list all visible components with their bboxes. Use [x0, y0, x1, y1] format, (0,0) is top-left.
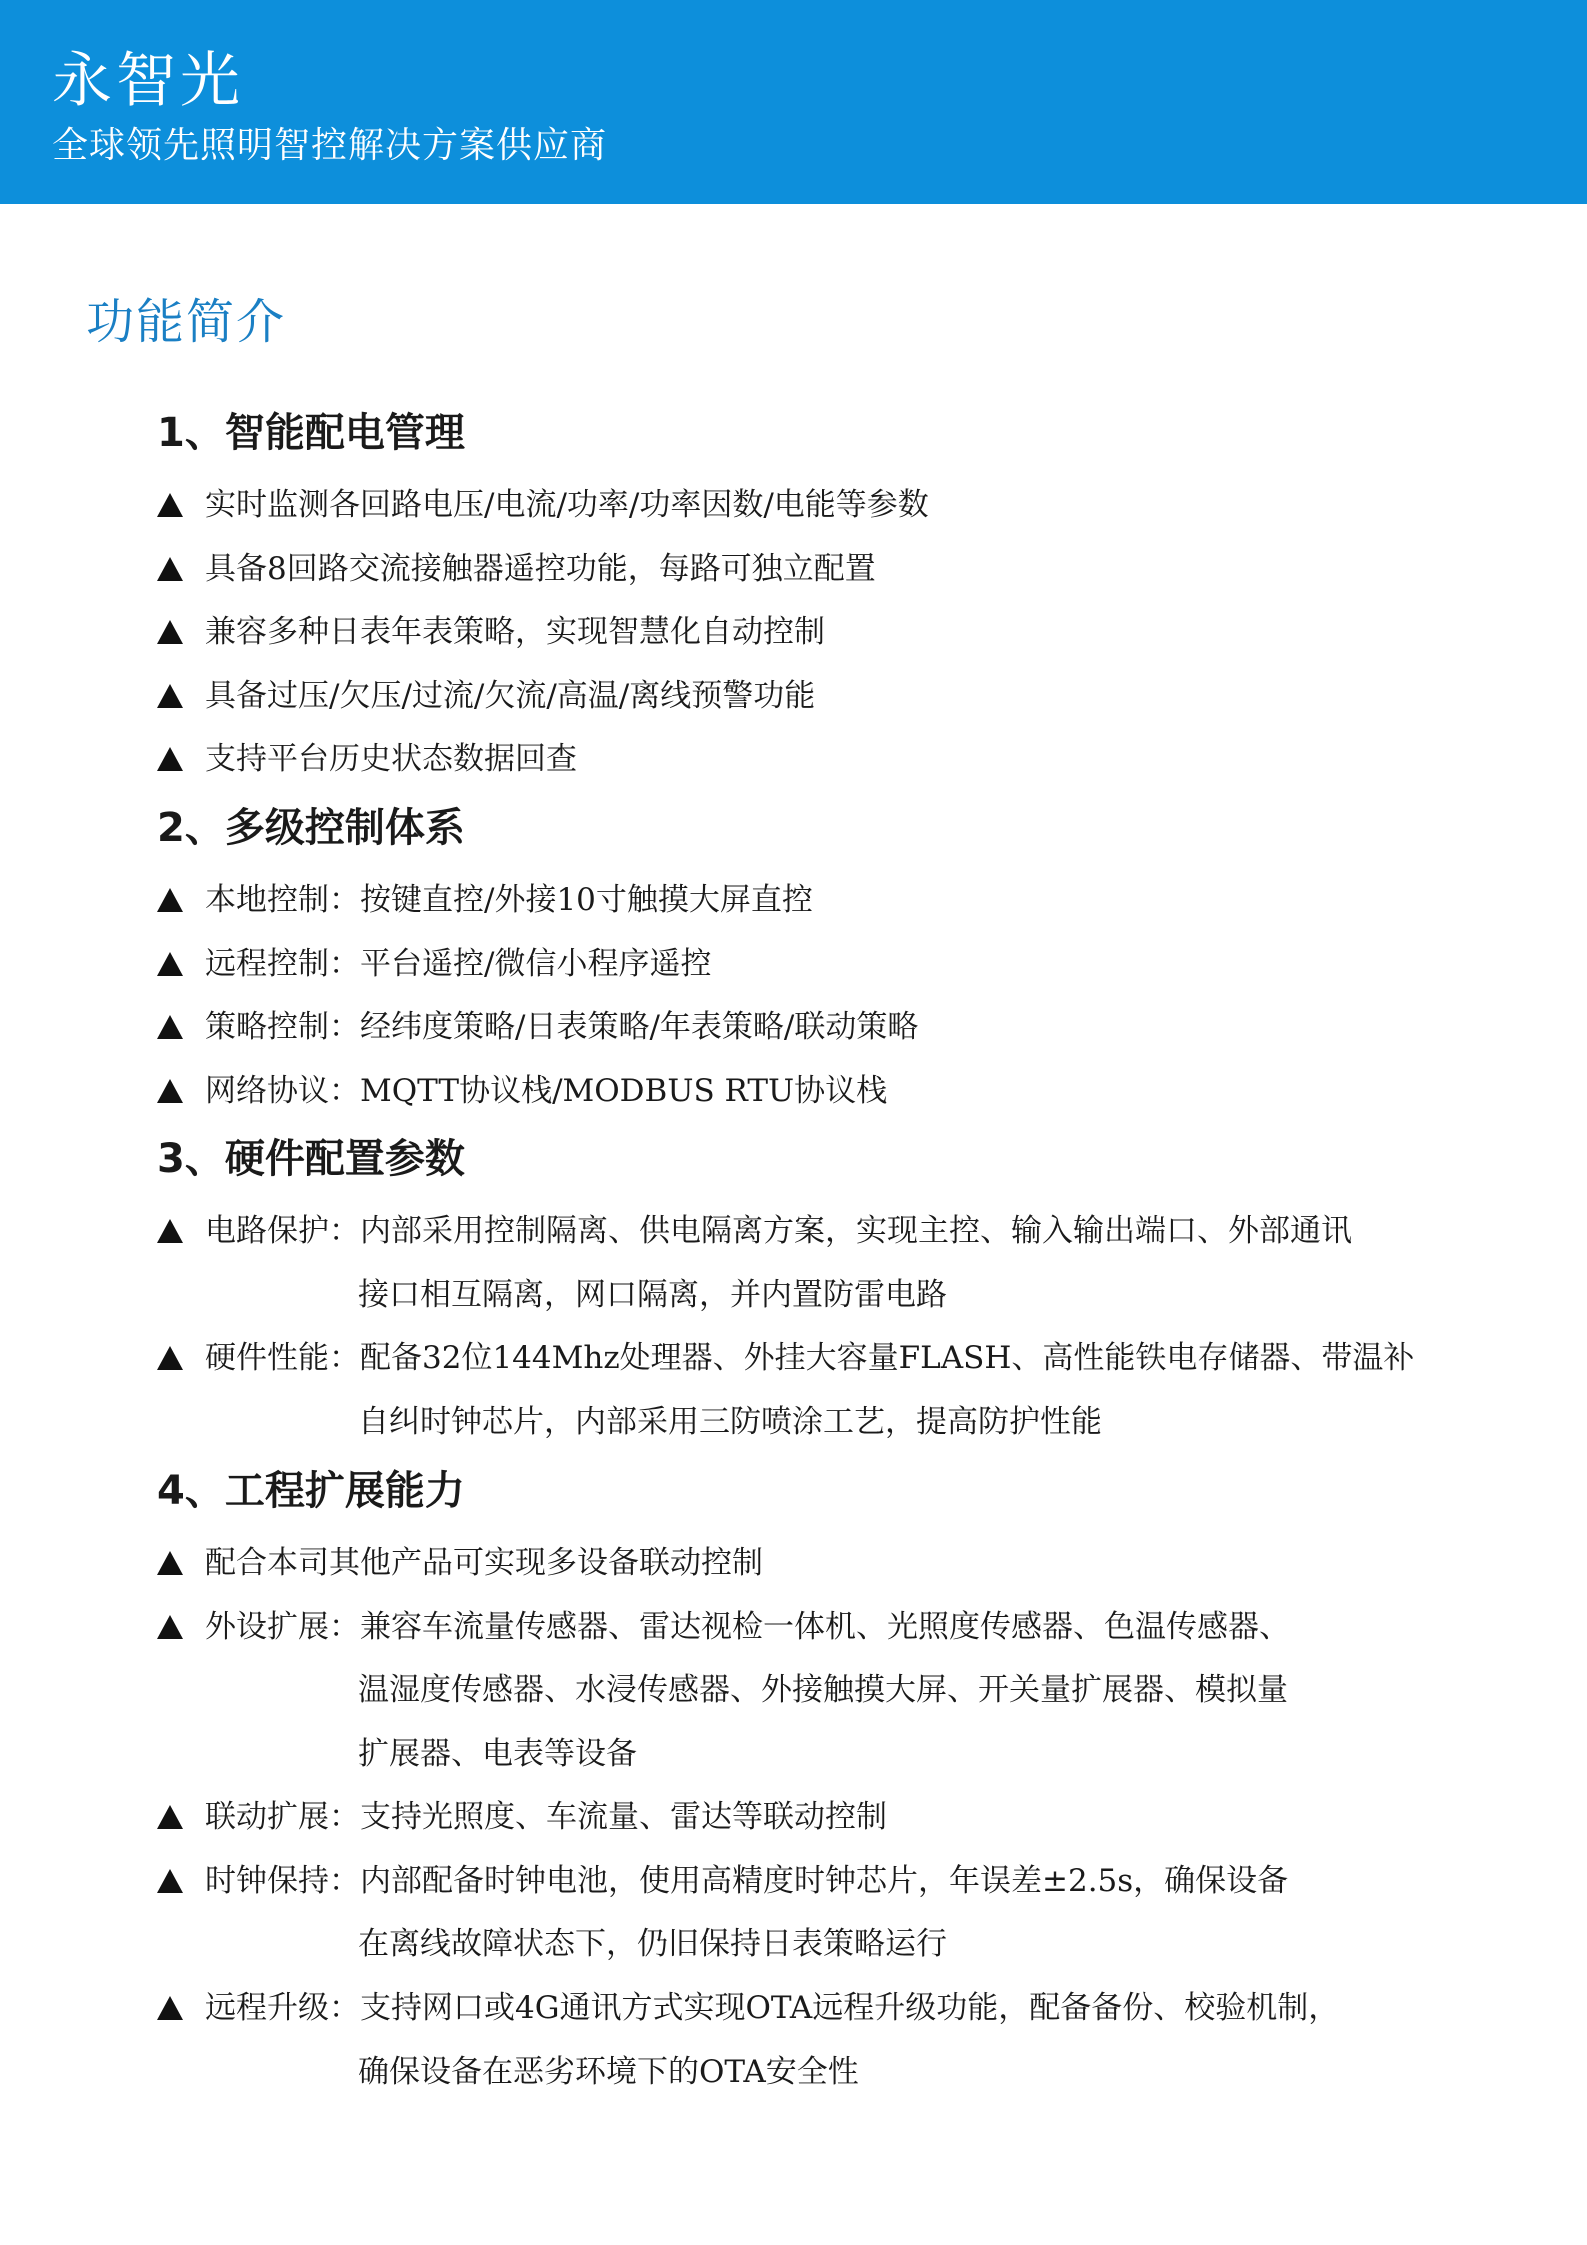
item-continuation: 接口相互隔离，网口隔离，并内置防雷电路: [358, 1277, 947, 1313]
section-heading-4: 4、工程扩展能力: [157, 1468, 465, 1514]
item-continuation: 温湿度传感器、水浸传感器、外接触摸大屏、开关量扩展器、模拟量: [358, 1672, 1288, 1708]
item-continuation: 扩展器、电表等设备: [358, 1736, 637, 1772]
list-item: [157, 1988, 1339, 2028]
item-continuation: 自纠时钟芯片，内部采用三防喷涂工艺，提高防护性能: [358, 1404, 1102, 1440]
list-item: [157, 485, 929, 525]
item-text: 硬件性能：配备32位144Mhz处理器、外挂大容量FLASH、高性能铁电存储器、带温补: [205, 1340, 1415, 1376]
item-text: 具备过压/欠压/过流/欠流/高温/离线预警功能: [205, 678, 816, 714]
list-item: [157, 739, 577, 779]
list-item: [157, 1007, 918, 1047]
list-item: [157, 1861, 1288, 1901]
list-item: [157, 676, 815, 716]
item-text: 实时监测各回路电压/电流/功率/功率因数/电能等参数: [205, 487, 929, 523]
list-item: [157, 549, 876, 589]
section-heading-2: 2、多级控制体系: [157, 805, 465, 851]
list-item: [157, 944, 711, 984]
triangle-bullet-icon: [157, 493, 183, 517]
list-item: [157, 1797, 887, 1837]
list-item: [157, 612, 825, 652]
triangle-bullet-icon: [157, 888, 183, 912]
item-text: 本地控制：按键直控/外接10寸触摸大屏直控: [205, 882, 813, 918]
item-text: 策略控制：经纬度策略/日表策略/年表策略/联动策略: [205, 1009, 919, 1045]
list-item: [157, 1607, 1290, 1647]
item-text: 时钟保持：内部配备时钟电池，使用高精度时钟芯片，年误差±2.5s，确保设备: [205, 1863, 1289, 1899]
triangle-bullet-icon: [157, 620, 183, 644]
item-text: 兼容多种日表年表策略，实现智慧化自动控制: [205, 614, 825, 650]
item-continuation: 在离线故障状态下，仍旧保持日表策略运行: [358, 1926, 947, 1962]
item-text: 网络协议：MQTT协议栈/MODBUS RTU协议栈: [205, 1073, 888, 1109]
item-text: 支持平台历史状态数据回查: [205, 741, 577, 777]
list-item: [157, 1211, 1352, 1251]
triangle-bullet-icon: [157, 1219, 183, 1243]
item-continuation: 确保设备在恶劣环境下的OTA安全性: [358, 2054, 859, 2090]
section-heading-3: 3、硬件配置参数: [157, 1136, 465, 1182]
item-text: 配合本司其他产品可实现多设备联动控制: [205, 1545, 763, 1581]
triangle-bullet-icon: [157, 1015, 183, 1039]
triangle-bullet-icon: [157, 1615, 183, 1639]
triangle-bullet-icon: [157, 747, 183, 771]
triangle-bullet-icon: [157, 1079, 183, 1103]
item-text: 远程控制：平台遥控/微信小程序遥控: [205, 946, 712, 982]
list-item: [157, 880, 813, 920]
item-text: 电路保护：内部采用控制隔离、供电隔离方案，实现主控、输入输出端口、外部通讯: [205, 1213, 1352, 1249]
triangle-bullet-icon: [157, 952, 183, 976]
page-section-title: 功能简介: [86, 294, 287, 350]
triangle-bullet-icon: [157, 557, 183, 581]
list-item: [157, 1338, 1414, 1378]
list-item: [157, 1543, 763, 1583]
triangle-bullet-icon: [157, 684, 183, 708]
section-heading-1: 1、智能配电管理: [157, 410, 465, 456]
triangle-bullet-icon: [157, 1869, 183, 1893]
triangle-bullet-icon: [157, 1805, 183, 1829]
item-text: 具备8回路交流接触器遥控功能，每路可独立配置: [205, 551, 876, 587]
list-item: [157, 1071, 887, 1111]
item-text: 联动扩展：支持光照度、车流量、雷达等联动控制: [205, 1799, 887, 1835]
item-text: 远程升级：支持网口或4G通讯方式实现OTA远程升级功能，配备备份、校验机制，: [205, 1990, 1340, 2026]
triangle-bullet-icon: [157, 1996, 183, 2020]
brand-name: 永智光: [52, 46, 244, 116]
triangle-bullet-icon: [157, 1551, 183, 1575]
brand-tagline: 全球领先照明智控解决方案供应商: [52, 125, 608, 166]
triangle-bullet-icon: [157, 1346, 183, 1370]
item-text: 外设扩展：兼容车流量传感器、雷达视检一体机、光照度传感器、色温传感器、: [205, 1609, 1290, 1645]
header-banner: [0, 0, 1587, 204]
